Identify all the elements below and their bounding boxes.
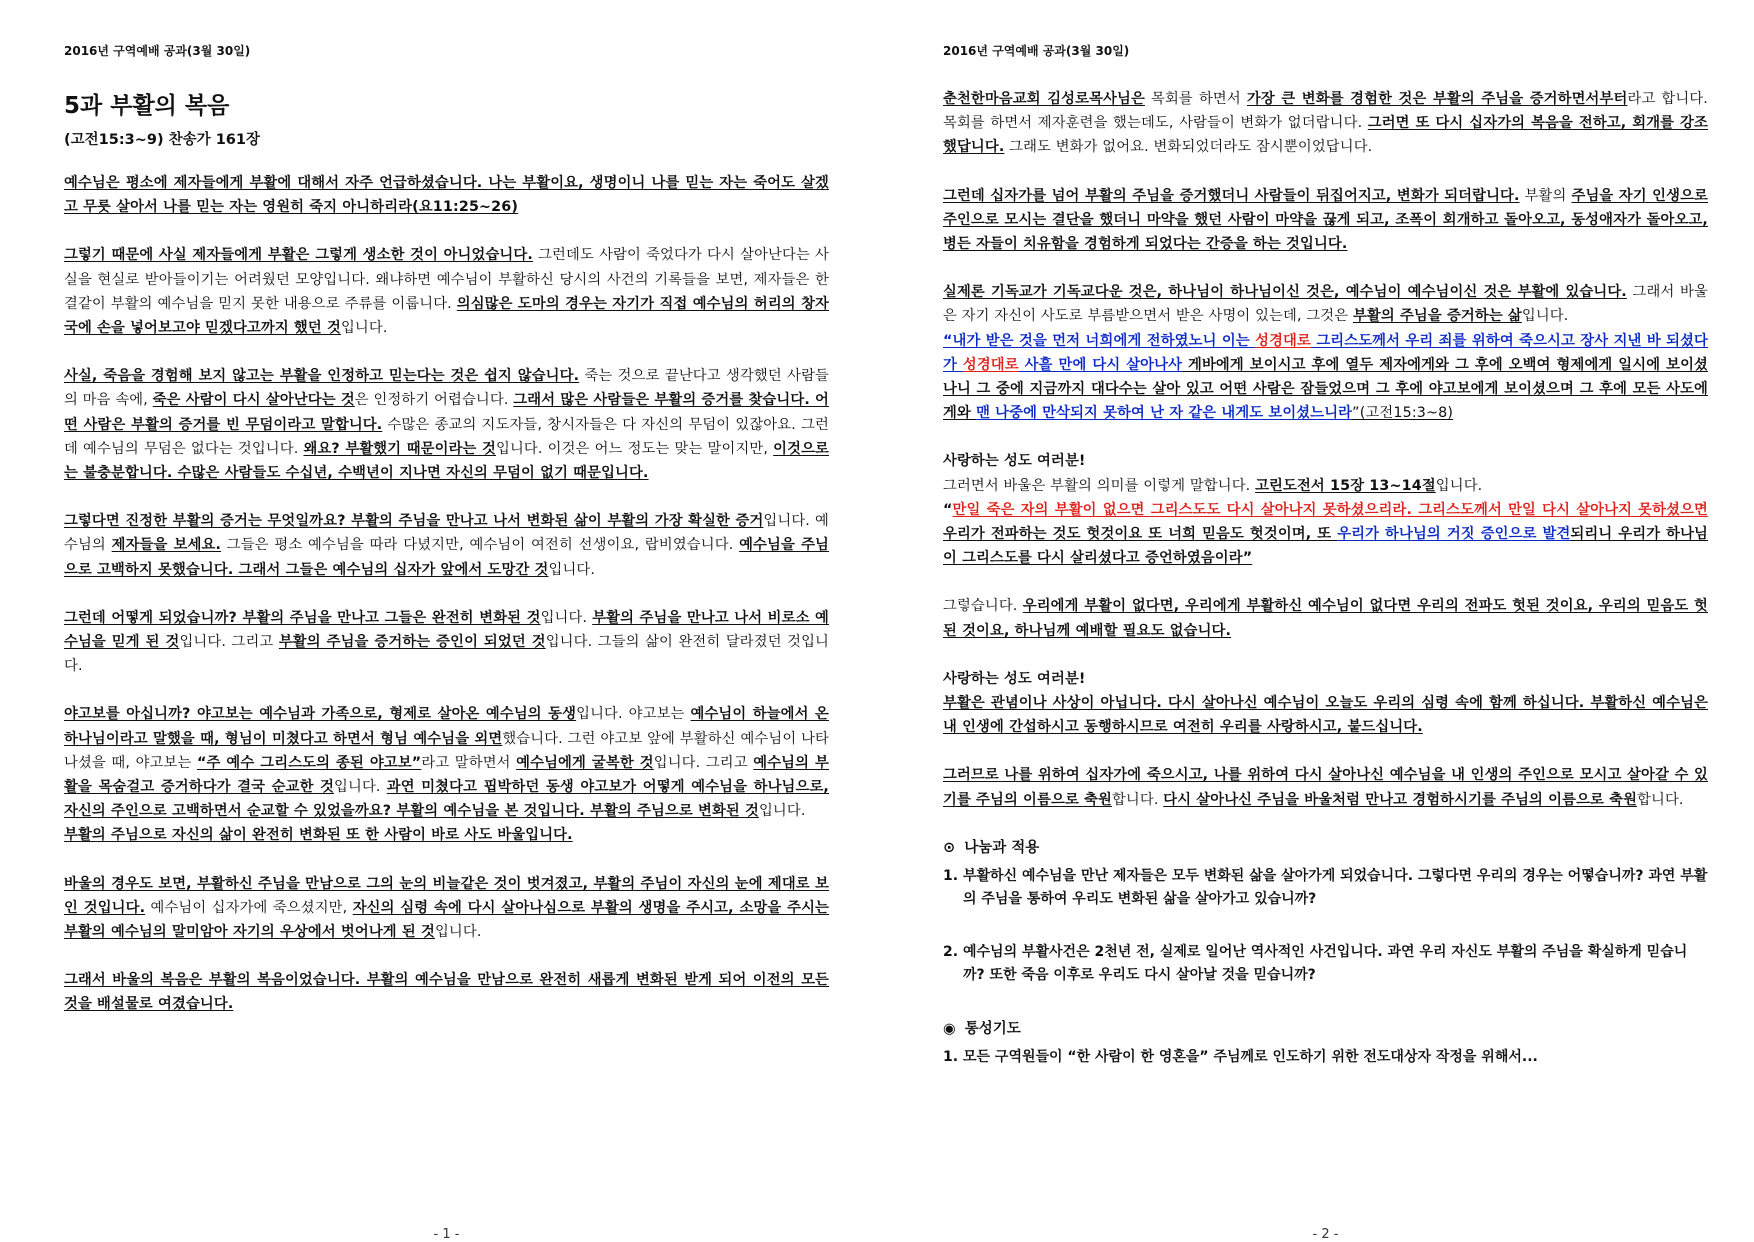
circle-dot-icon: ⊙ xyxy=(943,839,956,856)
item-text: 모든 구역원들이 “한 사람이 한 영혼을” 주님께로 인도하기 위한 전도대상자 작정을 위해서... xyxy=(963,1048,1538,1065)
text-run: 부활의 주님으로 자신의 삶이 완전히 변화된 또 한 사람이 바로 사도 바울입니다. xyxy=(64,827,573,844)
sharing-title xyxy=(943,836,1708,857)
prayer-title xyxy=(943,1017,1708,1038)
sharing-title-text: 나눔과 적용 xyxy=(964,839,1040,856)
page-right xyxy=(877,0,1754,1240)
body-paragraph xyxy=(943,184,1708,257)
text-run: 합니다. xyxy=(1637,791,1684,808)
question-item xyxy=(943,865,1708,911)
text-run: 제자들을 보세요. xyxy=(111,537,222,554)
text-run: 다시 살아나신 주님을 바울처럼 만나고 경험하시기를 주님의 이름으로 축원 xyxy=(1163,791,1638,808)
text-run: 부활의 xyxy=(1519,187,1572,204)
body-paragraph xyxy=(64,606,829,679)
text-run: 입니다. 야고보는 xyxy=(576,706,691,723)
text-run: 예수님이 하늘에서 온 하나님이라고 말했을 때, 형님이 미쳤다고 하면서 형님 예수님을 외면 xyxy=(64,706,829,747)
text-run: “ xyxy=(943,501,953,518)
text-run: 그래서 바울의 복음은 부활의 복음이었습니다. 부활의 예수님을 만남으로 완전히 새롭게 변화된 받게 되어 이전의 모든 것을 배설물로 여겼습니다. xyxy=(64,972,829,1013)
text-run: 그렇기 때문에 사실 제자들에게 부활은 그렇게 생소한 것이 아니었습니다. xyxy=(64,247,533,264)
body-paragraph xyxy=(943,449,1708,570)
text-run: 라고 말하면서 xyxy=(421,754,517,771)
text-run: 입니다. 예수님의 xyxy=(64,513,830,554)
text-run: 춘천한마음교회 김성로목사님은 xyxy=(943,91,1145,107)
text-run: 예수님의 부활을 목숨걸고 증거하다가 결국 순교한 것 xyxy=(64,754,830,796)
text-run: 예수님이 십자가에 죽으셨지만, xyxy=(145,899,353,916)
prayer-list xyxy=(943,1046,1708,1069)
text-run: 죽은 사람이 다시 살아난다는 것 xyxy=(152,392,355,409)
body-paragraph xyxy=(943,280,1708,425)
text-run: 그런데 십자가를 넘어 부활의 주님을 증거했더니 사람들이 뒤집어지고, 변화가 되더랍니다. xyxy=(943,187,1520,204)
text-run: 부활의 주님을 증거하는 증인이 되었던 것 xyxy=(278,634,546,651)
text-run: 의심많은 도마의 경우는 자기가 직접 예수님의 허리의 창자국에 손을 넣어보고야 믿겠다고까지 했던 것 xyxy=(64,295,829,337)
body-paragraph xyxy=(64,364,829,485)
body-paragraph xyxy=(64,872,829,945)
text-run: 입니다. xyxy=(548,561,596,578)
page-number: - 1 - xyxy=(433,1227,460,1242)
body-paragraph xyxy=(64,243,829,340)
text-run: 입니다. 그리고 xyxy=(179,634,279,651)
text-run: 그래서 바울은 자기 자신이 사도로 부름받으면서 받은 사명이 있는데, 그것은 xyxy=(943,284,1708,325)
text-run: 입니다. xyxy=(434,924,482,941)
body-paragraph xyxy=(64,702,829,847)
prayer-section xyxy=(943,1017,1708,1069)
text-run: 주님을 자기 인생으로 주인으로 모시는 결단을 했더니 마약을 했던 사람이 마약을 끊게 되고, 조폭이 회개하고 돌아오고, 동성애자가 돌아오고, 병든 자들이 치유함을 경험하게 되었다는 간증을 하는 것입니다. xyxy=(943,187,1708,253)
text-run: 입니다. xyxy=(340,320,388,337)
text-run: 입니다. xyxy=(540,609,593,626)
text-run: 그러면 또 다시 십자가의 복음을 전하고, 회개를 강조했답니다. xyxy=(943,115,1708,156)
text-run: 이것으로는 불충분합니다. 수많은 사람들도 수십년, 수백년이 지나면 자신의 무덤이 없기 때문입니다. xyxy=(64,440,829,482)
text-run: 그들은 평소 예수님을 따라 다녔지만, 예수님이 여전히 선생이요, 랍비였습니다. xyxy=(221,537,740,554)
text-run: 합니다. xyxy=(1111,791,1164,808)
text-run: 그리스도께서 우리 죄를 위하여 죽으시고 장사 지낸 바 되셨다가 xyxy=(943,332,1708,373)
text-run: 왜요? 부활했기 때문이라는 것 xyxy=(303,440,496,457)
item-number: 1. xyxy=(943,1048,959,1065)
text-run: 만일 죽은 자의 부활이 없으면 그리스도도 다시 살아나지 못하셨으리라. 그리스도께서 만일 다시 살아나지 못하셨으면 xyxy=(952,501,1708,518)
text-run: 예수님은 평소에 제자들에게 부활에 대해서 자주 언급하셨습니다. xyxy=(64,175,489,191)
text-run: 과연 미쳤다고 핍박하던 동생 야고보가 어떻게 예수님을 하나님으로, 자신의 주인으로 고백하면서 순교할 수 있었을까요? 부활의 예수님을 본 것입니다. 부활의 주님으로 변화된 것 xyxy=(64,779,830,820)
text-run: ”(고전15:3~8) xyxy=(1352,405,1454,422)
body-paragraph xyxy=(64,968,829,1016)
bullseye-icon: ◉ xyxy=(943,1020,956,1037)
text-run: 수많은 종교의 지도자들, 창시자들은 다 자신의 무덤이 있잖아요. 그런데 예수님의 무덤은 없다는 것입니다. xyxy=(64,416,830,457)
text-run: 예수님을 주님으로 고백하지 못했습니다. 그래서 그들은 예수님의 십자가 앞에서 도망간 것 xyxy=(64,537,829,578)
item-text: 예수님의 부활사건은 2천년 전, 실제로 일어난 역사적인 사건입니다. 과연 우리 자신도 부활의 주님을 확실하게 믿습니까? 또한 죽음 이후로 우리도 다시 살아날 것을 믿습니까? xyxy=(963,943,1688,983)
text-run: 사흘 만에 다시 살아나사 xyxy=(1018,356,1183,373)
right-body xyxy=(943,87,1708,812)
page-right-content xyxy=(943,42,1709,1242)
text-run: “주 예수 그리스도의 종된 야고보” xyxy=(196,754,422,771)
body-paragraph xyxy=(943,87,1708,160)
item-number: 1. xyxy=(943,867,959,884)
text-run: 나는 부활이요, 생명이니 나를 믿는 자는 죽어도 살겠고 무릇 살아서 나를 믿는 자는 영원히 죽지 아니하리라(요11:25~26) xyxy=(64,175,829,216)
text-run: 실제론 기독교가 기독교다운 것은, 하나님이 하나님이신 것은, 예수님이 예수님이신 것은 부활에 있습니다. xyxy=(943,284,1627,301)
text-run: 죽는 것으로 끝난다고 생각했던 사람들의 마음 속에, xyxy=(64,368,830,409)
body-paragraph xyxy=(943,594,1708,642)
text-run: 했습니다. 그런 야고보 앞에 부활하신 예수님이 나타나셨을 때, 야고보는 xyxy=(64,730,830,771)
running-header: 2016년 구역예배 공과(3월 30일) xyxy=(64,44,251,58)
text-run: 사실, 죽음을 경험해 보지 않고는 부활을 인정하고 믿는다는 것은 쉽지 않습니다. xyxy=(64,368,580,385)
text-run: “내가 받은 것을 먼저 너희에게 전하였노니 이는 xyxy=(943,332,1256,349)
text-run: 부활의 주님을 증거하는 삶 xyxy=(1352,308,1522,325)
body-paragraph xyxy=(943,763,1708,811)
text-run: 은 인정하기 어렵습니다. xyxy=(354,392,514,409)
sharing-list xyxy=(943,865,1708,987)
text-run: 그런데 어떻게 되었습니까? 부활의 주님을 만나고 그들은 완전히 변화된 것 xyxy=(64,609,541,626)
text-run: 맨 나중에 만삭되지 못하여 난 자 같은 내게도 보이셨느니라 xyxy=(976,405,1353,422)
body-paragraph xyxy=(64,171,829,219)
text-run: 바울의 경우도 보면, 부활하신 주님을 만남으로 그의 눈의 비늘같은 것이 벗겨졌고, 부활의 주님이 자신의 눈에 제대로 보인 것입니다. xyxy=(64,875,829,916)
item-number: 2. xyxy=(943,943,959,960)
body-paragraph xyxy=(64,509,829,582)
text-run: 자신의 심령 속에 다시 살아나심으로 부활의 생명을 주시고, 소망을 주시는 부활의 예수님의 말미암아 자기의 우상에서 벗어나게 된 것 xyxy=(64,899,829,941)
text-run: 부활의 주님을 만나고 나서 비로소 예수님을 믿게 된 것 xyxy=(64,609,829,651)
text-run: 입니다. 그리고 xyxy=(653,754,754,771)
text-run: 입니다. 이것은 어느 정도는 맞는 말이지만, xyxy=(495,440,774,457)
lesson-title: 5과 부활의 복음 xyxy=(64,93,230,119)
text-run: 야고보를 아십니까? 야고보는 예수님과 가족으로, 형제로 살아온 예수님의 동생 xyxy=(64,706,577,723)
text-run: 되리니 우리가 하나님이 그리스도를 다시 살리셨다고 증언하였음이라” xyxy=(943,526,1709,567)
left-body xyxy=(64,171,829,1017)
text-run: 예수님에게 굴복한 것 xyxy=(516,754,654,771)
text-run: 그러므로 나를 위하여 십자가에 죽으시고, 나를 위하여 다시 살아나신 예수님을 내 인생의 주인으로 모시고 살아갈 수 있기를 주님의 이름으로 축원 xyxy=(943,767,1708,808)
text-run: 입니다. xyxy=(1521,308,1569,325)
text-run: 입니다. xyxy=(334,779,387,796)
text-run: 목회를 하면서 xyxy=(1144,91,1247,107)
text-run: 부활은 관념이나 사상이 아닙니다. 다시 살아나신 예수님이 오늘도 우리의 심령 속에 함께 하십니다. 부활하신 예수님은 내 인생에 간섭하시고 동행하시므로 여전히 우리를 사랑하시고, 붙드십니다. xyxy=(943,695,1708,736)
text-run: 성경대로 xyxy=(1255,332,1311,349)
text-run: 그렇습니다. xyxy=(943,598,1023,615)
text-run: 사랑하는 성도 여러분! xyxy=(943,670,1086,687)
text-run: 입니다. xyxy=(1435,477,1483,494)
text-run: 라고 합니다. 목회를 하면서 제자훈련을 했는데도, 사람들이 변화가 없더랍니다. xyxy=(943,91,1708,132)
page-left xyxy=(0,0,877,1240)
running-header: 2016년 구역예배 공과(3월 30일) xyxy=(943,44,1130,58)
text-run: 성경대로 xyxy=(962,356,1019,373)
text-run: 가장 큰 변화를 경험한 것은 부활의 주님을 증거하면서부터 xyxy=(1246,91,1628,107)
text-run: 그래서 많은 사람들은 부활의 증거를 찾습니다. 어떤 사람은 부활의 증거를 빈 무덤이라고 말합니다. xyxy=(64,392,830,433)
sharing-section xyxy=(943,836,1708,987)
text-run: 입니다. 그들의 삶이 완전히 달라졌던 것입니다. xyxy=(64,634,830,675)
text-run: 우리가 하나님의 거짓 증인으로 발견 xyxy=(1337,526,1571,543)
item-text: 부활하신 예수님을 만난 제자들은 모두 변화된 삶을 살아가게 되었습니다. 그렇다면 우리의 경우는 어떻습니까? 과연 부활의 주님을 통하여 우리도 변화된 삶을 살아가고 있습니까? xyxy=(963,867,1708,907)
text-run: 그렇다면 진정한 부활의 증거는 무엇일까요? 부활의 주님을 만나고 나서 변화된 삶이 부활의 가장 확실한 증거 xyxy=(64,513,764,530)
text-run: 그래도 변화가 없어요. 변화되었더라도 잠시뿐이었답니다. xyxy=(1004,139,1373,156)
lesson-reference: (고전15:3~9) 찬송가 161장 xyxy=(64,132,260,148)
body-paragraph xyxy=(943,667,1708,740)
text-run: 그런데도 사람이 죽었다가 다시 살아난다는 사실을 현실로 받아들이기는 어려웠던 모양입니다. 왜냐하면 예수님이 부활하신 당시의 사건의 기록들을 보면, 제자들은 한결같이 부활의 예수님을 믿지 못한 내용으로 주류를 이룹니다. xyxy=(64,247,830,312)
question-item xyxy=(943,941,1708,987)
text-run: 게바에게 보이시고 후에 열두 제자에게와 그 후에 오백여 형제에게 일시에 보이셨나니 그 중에 지금까지 대다수는 살아 있고 어떤 사람은 잠들었으며 그 후에 야고보에게 보이셨으며 그 후에 모든 사도에게와 xyxy=(943,356,1708,422)
page-number: - 2 - xyxy=(1312,1227,1339,1242)
text-run: 우리가 전파하는 것도 헛것이요 또 너희 믿음도 헛것이며, 또 xyxy=(943,526,1338,543)
prayer-title-text: 통성기도 xyxy=(964,1020,1021,1037)
question-item xyxy=(943,1046,1708,1069)
text-run: 고린도전서 15장 13~14절 xyxy=(1255,477,1436,494)
page-left-content xyxy=(64,42,830,1242)
text-run: 그러면서 바울은 부활의 의미를 이렇게 말합니다. xyxy=(943,477,1256,494)
text-run: 입니다. xyxy=(758,803,806,820)
text-run: 우리에게 부활이 없다면, 우리에게 부활하신 예수님이 없다면 우리의 전파도 헛된 것이요, 우리의 믿음도 헛된 것이요, 하나님께 예배할 필요도 없습니다. xyxy=(943,598,1708,639)
text-run: 사랑하는 성도 여러분! xyxy=(943,453,1086,470)
